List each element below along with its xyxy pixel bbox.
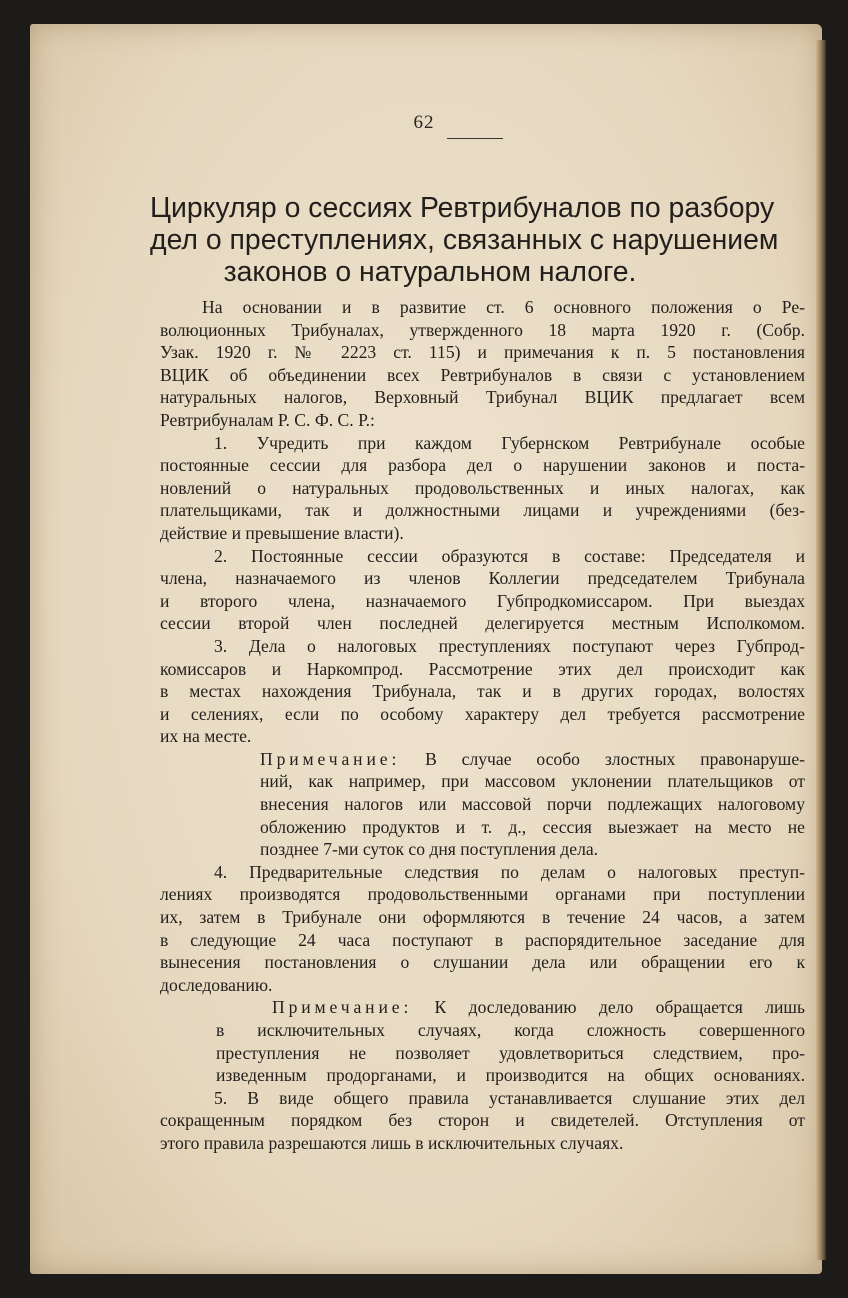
item-1-paragraph bbox=[160, 432, 805, 545]
note-text: В случае особо злостных правонаруше- bbox=[425, 748, 805, 769]
text-line: в исключительных случаях, когда сложность совершенного bbox=[216, 1020, 805, 1040]
text-line: в местах нахождения Трибунала, так и в других городах, волостях bbox=[160, 681, 805, 702]
item-2-paragraph bbox=[160, 545, 805, 635]
note-label: Примечание: bbox=[260, 748, 401, 769]
text-line: новлений о натуральных продовольственных и иных налогах, как bbox=[160, 477, 805, 498]
text-line: волюционных Трибуналах, утвержденного 18 марта 1920 г. (Собр. bbox=[160, 319, 805, 340]
text-line bbox=[216, 996, 805, 1019]
text-line: и селениях, если по особому характеру дел требуется рассмотрение bbox=[160, 703, 805, 724]
title-line: законов о натуральном налоге. bbox=[223, 256, 637, 288]
page-number: 62 bbox=[413, 112, 435, 133]
text-line: доследованию. bbox=[160, 974, 273, 995]
text-line: постоянные сессии для разбора дел о нарушении законов и поста- bbox=[160, 455, 805, 476]
document-title bbox=[150, 192, 779, 288]
text-line: их на месте. bbox=[160, 726, 252, 747]
document-body bbox=[160, 296, 805, 1155]
text-line: ВЦИК об объединении всех Ревтрибуналов в связи с установлением bbox=[160, 364, 805, 385]
text-line: позднее 7-ми суток со дня поступления дела. bbox=[260, 839, 599, 860]
note-text: К доследованию дело обращается лишь bbox=[434, 997, 805, 1018]
title-line: Циркуляр о сессиях Ревтрибуналов по разбору bbox=[150, 192, 775, 224]
text-line: внесения налогов или массовой порчи подлежащих налоговому bbox=[260, 794, 805, 815]
text-line: вынесения постановления о слушании дела или обращении его к bbox=[160, 952, 805, 973]
item-5-paragraph bbox=[160, 1087, 805, 1155]
text-line: обложению продуктов и т. д., сессия выезжает на место не bbox=[260, 816, 805, 837]
text-line: На основании и в развитие ст. 6 основного положения о Ре- bbox=[202, 297, 805, 317]
text-line: Узак. 1920 г. № 2223 ст. 115) и примечания к п. 5 постановления bbox=[160, 342, 805, 363]
text-line: плательщиками, так и должностными лицами и учреждениями (без- bbox=[160, 500, 805, 521]
text-line: преступления не позволяет удовлетвориться следствием, про- bbox=[216, 1042, 805, 1063]
text-line: 3. Дела о налоговых преступлениях поступают через Губпрод- bbox=[214, 635, 805, 656]
text-line: изведенным продорганами, и производится на общих основаниях. bbox=[216, 1065, 805, 1086]
text-line: в следующие 24 часа поступают в распорядительное заседание для bbox=[160, 929, 805, 950]
text-line: действие и превышение власти). bbox=[160, 522, 404, 543]
page-number-rule bbox=[447, 138, 503, 139]
text-line: 2. Постоянные сессии образуются в составе: Председателя и bbox=[214, 545, 805, 566]
text-line: этого правила разрешаются лишь в исключительных случаях. bbox=[160, 1132, 624, 1153]
text-line: сессии второй член последней делегируется местным Исполкомом. bbox=[160, 613, 805, 634]
note-2-paragraph bbox=[160, 996, 805, 1086]
book-spine bbox=[816, 40, 826, 1260]
note-1-paragraph bbox=[160, 748, 805, 861]
text-line: натуральных налогов, Верховный Трибунал ВЦИК предлагает всем bbox=[160, 387, 805, 408]
text-line: 4. Предварительные следствия по делам о налоговых преступ- bbox=[214, 861, 805, 882]
note-label: Примечание: bbox=[272, 997, 413, 1018]
text-line: лениях производятся продовольственными органами при поступлении bbox=[160, 884, 805, 905]
text-line: 1. Учредить при каждом Губернском Ревтрибунале особые bbox=[214, 432, 805, 453]
text-line bbox=[260, 748, 805, 771]
title-line: дел о преступлениях, связанных с нарушением bbox=[150, 224, 779, 256]
item-3-paragraph bbox=[160, 635, 805, 748]
text-line: комиссаров и Наркомпрод. Рассмотрение этих дел происходит как bbox=[160, 658, 805, 679]
text-line: Ревтрибуналам Р. С. Ф. С. Р.: bbox=[160, 409, 375, 430]
intro-paragraph bbox=[160, 296, 805, 432]
text-line: сокращенным порядком без сторон и свидетелей. Отступления от bbox=[160, 1110, 805, 1131]
text-line: члена, назначаемого из членов Коллегии председателем Трибунала bbox=[160, 568, 805, 589]
text-line: ний, как например, при массовом уклонении плательщиков от bbox=[260, 771, 805, 792]
item-4-paragraph bbox=[160, 861, 805, 997]
text-line: их, затем в Трибунале они оформляются в течение 24 часов, а затем bbox=[160, 907, 805, 928]
text-line: и второго члена, назначаемого Губпродкомиссаром. При выездах bbox=[160, 590, 805, 611]
text-line: 5. В виде общего правила устанавливается слушание этих дел bbox=[214, 1087, 805, 1108]
